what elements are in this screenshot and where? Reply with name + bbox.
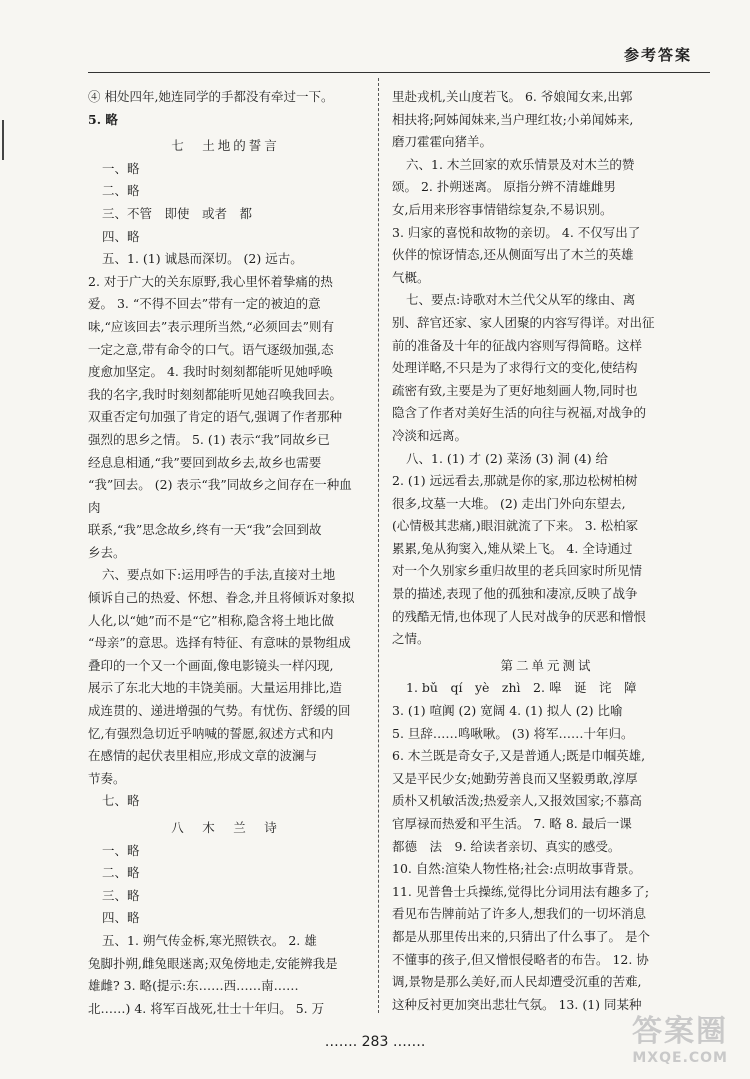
answer-line: 一定之意,带有命令的口气。语气逐级加强,态 xyxy=(88,341,334,357)
answer-line: 气概。 xyxy=(392,269,430,285)
answer-line: 磨刀霍霍向猪羊。 xyxy=(392,134,493,150)
binding-mark xyxy=(2,120,4,160)
answer-line: 女,后用来形容事情错综复杂,不易识别。 xyxy=(392,201,613,217)
watermark xyxy=(632,1006,728,1066)
answer-line: 累累,兔从狗窦入,雉从梁上飞。 4. 全诗通过 xyxy=(392,540,633,556)
answer-line: 三、不管 即使 或者 都 xyxy=(102,205,253,221)
answer-line: 景的描述,表现了他的孤独和凄凉,反映了战争 xyxy=(392,586,638,602)
answer-line: 3. 归家的喜悦和故物的亲切。 4. 不仅写出了 xyxy=(392,224,641,240)
answer-line: 1. bǔ qí yè zhì 2. 嗥 诞 诧 障 xyxy=(406,680,637,696)
answer-line: 二、略 xyxy=(102,183,140,199)
answer-line: 2. (1) 远远看去,那就是你的家,那边松树柏树 xyxy=(392,473,638,489)
answer-line: 节奏。 xyxy=(88,770,126,786)
answer-line: 经息息相通,“我”要回到故乡去,故乡也需要 xyxy=(88,454,322,470)
answer-line: 五、1. 朔气传金柝,寒光照铁衣。 2. 雄 xyxy=(102,932,317,948)
answer-line: 展示了东北大地的丰饶美丽。大量运用排比,造 xyxy=(88,680,342,696)
answer-line: 看见布告牌前站了许多人,想我们的一切坏消息 xyxy=(392,906,646,922)
answer-line: 的残酷无情,也体现了人民对战争的厌恶和憎恨 xyxy=(392,608,646,624)
answer-line: 五、1. (1) 诚恳而深切。 (2) 远古。 xyxy=(102,251,303,267)
left-column xyxy=(88,86,363,1020)
answer-line: 之情。 xyxy=(392,631,430,647)
answer-line: “我”回去。 (2) 表示“我”同故乡之间存在一种血肉 xyxy=(88,477,352,515)
answer-line: 联系,“我”思念故乡,终有一天“我”会回到故 xyxy=(88,522,322,538)
answer-line: 处理详略,不只是为了求得行文的变化,使结构 xyxy=(392,360,638,376)
right-column xyxy=(392,86,702,1016)
answer-line: 都德 法 9. 给读者亲切、真实的感受。 xyxy=(392,838,621,854)
answer-line: 3. (1) 喧阗 (2) 宽阔 4. (1) 拟人 (2) 比喻 xyxy=(392,703,623,719)
answer-line: 5. 略 xyxy=(88,111,118,127)
answer-line: 八、1. (1) 才 (2) 菜汤 (3) 洞 (4) 给 xyxy=(406,450,609,466)
answer-line: 双重否定句加强了肯定的语气,强调了作者那种 xyxy=(88,409,342,425)
page-number: ……. 283 ……. xyxy=(324,1034,426,1050)
answer-line: (心情极其悲痛,)眼泪就流了下来。 3. 松柏冢 xyxy=(392,518,639,534)
header-rule xyxy=(88,72,710,73)
answer-line: 在感情的起伏表里相应,形成文章的波澜与 xyxy=(88,748,317,764)
answer-line: 对一个久别家乡重归故里的老兵回家时所见情 xyxy=(392,563,643,579)
answer-line: 强烈的思乡之情。 5. (1) 表示“我”同故乡已 xyxy=(88,431,330,447)
answer-line: 雄雌? 3. 略(提示:东……西……南…… xyxy=(88,978,299,994)
answer-line: 6. 木兰既是奇女子,又是普通人;既是巾帼英雄, xyxy=(392,748,646,764)
answer-line: 里赴戎机,关山度若飞。 6. 爷娘闻女来,出郭 xyxy=(392,89,633,104)
answer-line: 前的准备及十年的征战内容则写得简略。这样 xyxy=(392,337,643,353)
answer-line: 倾诉自己的热爱、怀想、眷念,并且将倾诉对象拟 xyxy=(88,590,355,606)
answer-line: 北……) 4. 将军百战死,壮士十年归。 5. 万 xyxy=(88,1000,325,1016)
answer-line: 5. 旦辞……鸣啾啾。 (3) 将军……十年归。 xyxy=(392,725,634,741)
answer-line: 2. 对于广大的关东原野,我心里怀着挚痛的热 xyxy=(88,273,333,289)
answer-line: 11. 见普鲁士兵操练,觉得比分词用法有趣多了; xyxy=(392,883,650,899)
answer-line: 七、要点:诗歌对木兰代父从军的缘由、离 xyxy=(406,292,636,308)
answer-line: 调,景物是那么美好,而人民却遭受沉重的苦难, xyxy=(392,974,642,990)
section-title-unit-2-test: 第二单元测试 xyxy=(500,657,594,673)
answer-line: 官厚禄而热爱和平生活。 7. 略 8. 最后一课 xyxy=(392,816,632,831)
answer-line: 兔脚扑朔,雌兔眼迷离;双兔傍地走,安能辨我是 xyxy=(88,955,338,971)
answer-line: 一、略 xyxy=(102,160,140,176)
column-divider xyxy=(378,78,379,1013)
answer-line: 六、1. 木兰回家的欢乐情景及对木兰的赞 xyxy=(406,156,635,172)
answer-line: 一、略 xyxy=(102,842,140,858)
answer-line: 度愈加坚定。 4. 我时时刻刻都能听见她呼唤 xyxy=(88,364,333,380)
answer-line: 都是从那里传出来的,只猜出了什么事了。 是个 xyxy=(392,928,650,944)
answer-line: 人化,以“她”而不是“它”相称,隐含将土地比做 xyxy=(88,612,335,628)
section-title-land-oath: 七 土地的誓言 xyxy=(171,138,280,154)
answer-line: 爱。 3. “不得不回去”带有一定的被迫的意 xyxy=(88,296,321,312)
answer-line: 疏密有致,主要是为了更好地刻画人物,同时也 xyxy=(392,382,638,398)
answer-line: 三、略 xyxy=(102,887,140,903)
answer-line: 不懂事的孩子,但又憎恨侵略者的布告。 12. 协 xyxy=(392,951,649,967)
answer-line: 味,“应该回去”表示理所当然,“必须回去”则有 xyxy=(88,318,335,334)
answer-line: ④ 相处四年,她连同学的手都没有牵过一下。 xyxy=(88,89,334,104)
answer-line: 颂。 2. 扑朔迷离。 原指分辨不清雄雌男 xyxy=(392,179,616,195)
answer-line: 这种反衬更加突出悲壮气氛。 13. (1) 同某种 xyxy=(392,996,642,1012)
answer-line: 很多,坟墓一大堆。 (2) 走出门外向东望去, xyxy=(392,495,626,511)
watermark-url: MXQE.COM xyxy=(632,1050,728,1066)
answer-line: 乡去。 xyxy=(88,544,126,560)
section-title-mulan-poem: 八 木 兰 诗 xyxy=(171,820,280,835)
answer-line: 六、要点如下:运用呼告的手法,直接对土地 xyxy=(102,567,336,583)
answer-line: “母亲”的意思。选择有特征、有意味的景物组成 xyxy=(88,635,351,651)
answer-line: 别、辞官还家、家人团聚的内容写得详。对出征 xyxy=(392,314,655,330)
answer-line: 冷淡和远离。 xyxy=(392,427,468,443)
answer-line: 四、略 xyxy=(102,228,140,244)
answer-line: 相扶将;阿姊闻妹来,当户理红妆;小弟闻姊来, xyxy=(392,111,634,127)
watermark-logo-text: 答案圈 xyxy=(632,1014,728,1049)
answer-line: 七、略 xyxy=(102,793,140,809)
answer-line: 10. 自然:渲染人物性格;社会:点明故事背景。 xyxy=(392,861,641,877)
answer-line: 质朴又机敏活泼;热爱亲人,又报效国家;不慕高 xyxy=(392,793,642,809)
page-header-title: 参考答案 xyxy=(623,46,692,64)
answer-line: 成连贯的、递进增强的气势。有忧伤、舒缓的回 xyxy=(88,703,351,719)
answer-line: 我的名字,我时时刻刻都能听见她召唤我回去。 xyxy=(88,386,342,402)
answer-line: 二、略 xyxy=(102,865,140,881)
answer-line: 叠印的一个又一个画面,像电影镜头一样闪现, xyxy=(88,657,334,673)
answer-line: 又是平民少女;她勤劳善良而又坚毅勇敢,淳厚 xyxy=(392,770,638,786)
answer-line: 四、略 xyxy=(102,910,140,926)
answer-line: 忆,有强烈急切近乎呐喊的誓愿,叙述方式和内 xyxy=(88,725,334,741)
answer-line: 隐含了作者对美好生活的向往与祝福,对战争的 xyxy=(392,405,646,421)
answer-line: 伙伴的惊讶情态,还从侧面写出了木兰的英雄 xyxy=(392,247,634,263)
